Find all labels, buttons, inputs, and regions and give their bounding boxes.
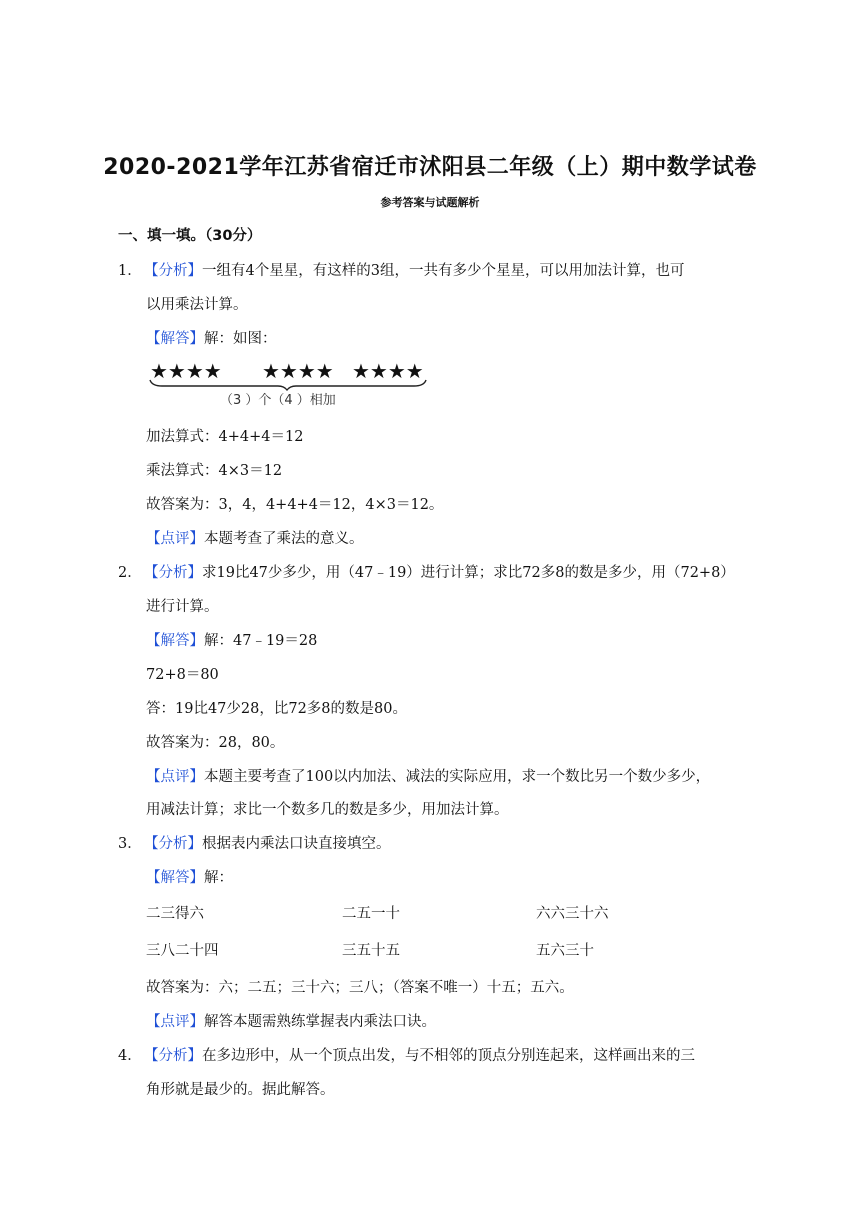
star-group-1: ★★★★ (150, 359, 222, 383)
q2-comment-text: 本题主要考查了100以内加法、减法的实际应用，求一个数比另一个数少多少， (204, 769, 711, 785)
q4-analysis-line1 (118, 1046, 695, 1066)
q1-answer-line (146, 329, 277, 349)
q3-row2-col2: 三五十五 (342, 943, 400, 959)
figure-caption: （3 ）个（4 ）相加 (220, 393, 336, 408)
q3-answer-text: 解： (204, 870, 233, 886)
q2-comment-line1 (146, 767, 710, 787)
q2-comment-tag: 【点评】 (146, 769, 204, 785)
star-group-3: ★★★★ (352, 359, 424, 383)
q3-answer-tag: 【解答】 (146, 870, 204, 886)
q3-row1-col1: 二三得六 (146, 906, 204, 922)
q3-row2-col3: 五六三十 (536, 943, 594, 959)
q3-analysis-text: 根据表内乘法口诀直接填空。 (202, 836, 391, 852)
q3-comment-tag: 【点评】 (146, 1014, 204, 1030)
q4-analysis-text: 在多边形中，从一个顶点出发，与不相邻的顶点分别连起来，这样画出来的三 (202, 1048, 695, 1064)
q3-analysis-line (118, 834, 391, 854)
q2-analysis-line1 (118, 563, 735, 583)
q4-analysis-tag: 【分析】 (144, 1048, 202, 1064)
q2-analysis-text: 求19比47少多少，用（47﹣19）进行计算；求比72多8的数是多少，用（72+8） (202, 565, 735, 581)
q1-analysis-tag: 【分析】 (144, 263, 202, 279)
q3-comment-line (146, 1012, 436, 1032)
q3-row1-col3: 六六三十六 (536, 906, 609, 922)
q3-answer-line (146, 868, 233, 888)
q1-analysis-line1 (118, 261, 684, 281)
star-group-2: ★★★★ (262, 359, 334, 383)
q3-row2-col1: 三八二十四 (146, 943, 219, 959)
q2-number: 2． (118, 565, 142, 581)
q2-result: 故答案为：28，80。 (146, 735, 285, 751)
q1-analysis-line2: 以用乘法计算。 (146, 297, 248, 313)
q2-calc: 72+8＝80 (146, 667, 219, 683)
q1-addition: 加法算式：4+4+4＝12 (146, 429, 304, 445)
q4-analysis-line2: 角形就是最少的。据此解答。 (146, 1082, 335, 1098)
q1-multiplication: 乘法算式：4×3＝12 (146, 463, 283, 479)
q3-result: 故答案为：六；二五；三十六；三八；（答案不唯一）十五；五六。 (146, 980, 574, 996)
q3-row1-col2: 二五一十 (342, 906, 400, 922)
q1-number: 1． (118, 263, 142, 279)
page-subtitle: 参考答案与试题解析 (380, 196, 480, 209)
q3-comment-text: 解答本题需熟练掌握表内乘法口诀。 (204, 1014, 436, 1030)
q1-comment-line (146, 529, 364, 549)
q2-reply: 答：19比47少28，比72多8的数是80。 (146, 701, 407, 717)
q2-answer-line (146, 631, 317, 651)
q1-answer-tag: 【解答】 (146, 331, 204, 347)
q3-analysis-tag: 【分析】 (144, 836, 202, 852)
star-brace-diagram (146, 356, 430, 408)
q2-analysis-line2: 进行计算。 (146, 599, 219, 615)
q1-comment-tag: 【点评】 (146, 531, 204, 547)
star-groups-figure (146, 356, 430, 412)
q2-analysis-tag: 【分析】 (144, 565, 202, 581)
q2-comment-line2: 用减法计算；求比一个数多几的数是多少，用加法计算。 (146, 802, 509, 818)
q4-number: 4． (118, 1048, 142, 1064)
q3-number: 3． (118, 836, 142, 852)
q1-result: 故答案为：3，4，4+4+4＝12，4×3＝12。 (146, 497, 444, 513)
q1-answer-text: 解：如图： (204, 331, 277, 347)
section-heading: 一、填一填。（30分） (118, 228, 262, 244)
q1-analysis-text: 一组有4个星星，有这样的3组，一共有多少个星星，可以用加法计算，也可 (202, 263, 685, 279)
q2-answer-tag: 【解答】 (146, 633, 204, 649)
q2-answer-text: 解：47﹣19＝28 (204, 633, 318, 649)
page-title: 2020-2021学年江苏省宿迁市沭阳县二年级（上）期中数学试卷 (103, 155, 757, 180)
q1-comment-text: 本题考查了乘法的意义。 (204, 531, 364, 547)
